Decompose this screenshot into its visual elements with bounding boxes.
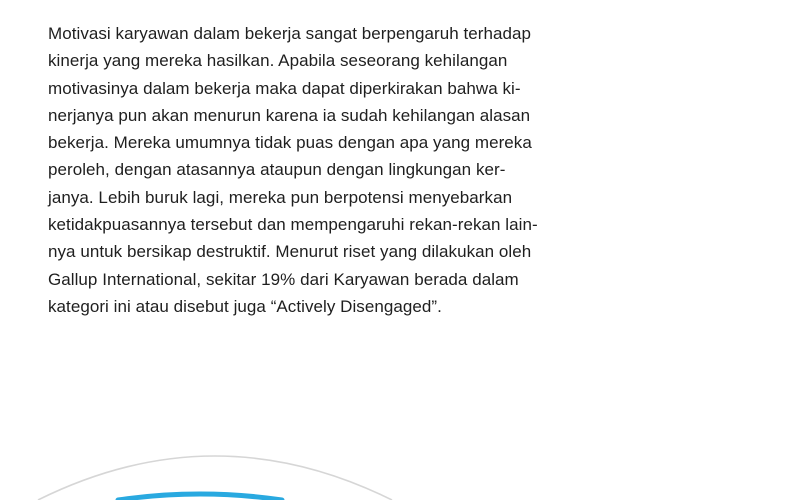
paragraph-line: kategori ini atau disebut juga “Actively Disengaged”. xyxy=(48,296,442,316)
paragraph-line: bekerja. Mereka umumnya tidak puas dengan apa yang mereka xyxy=(48,133,532,153)
outer-circle-arc xyxy=(38,456,392,500)
paragraph-line: Motivasi karyawan dalam bekerja sangat berpengaruh terhadap xyxy=(48,24,532,43)
paragraph-line: Gallup International, sekitar 19% dari Karyawan berada dalam xyxy=(48,269,519,289)
paragraph-line: nerjanya pun akan menurun karena ia sudah kehilangan alasan xyxy=(48,105,531,125)
paragraph-line: kinerja yang mereka hasilkan. Apabila seseorang kehilangan xyxy=(48,51,508,71)
paragraph-line: nya untuk bersikap destruktif. Menurut riset yang dilakukan oleh xyxy=(48,242,532,262)
paragraph-line: peroleh, dengan atasannya ataupun dengan lingkungan ker- xyxy=(48,160,506,180)
body-paragraph xyxy=(48,20,648,320)
inner-blue-arc xyxy=(118,494,282,500)
paragraph-line: janya. Lebih buruk lagi, mereka pun berpotensi menyebarkan xyxy=(48,187,513,207)
paragraph-line: ketidakpuasannya tersebut dan mempengaruhi rekan-rekan lain- xyxy=(48,215,538,235)
paragraph-line: motivasinya dalam bekerja maka dapat diperkirakan bahwa ki- xyxy=(48,78,521,98)
